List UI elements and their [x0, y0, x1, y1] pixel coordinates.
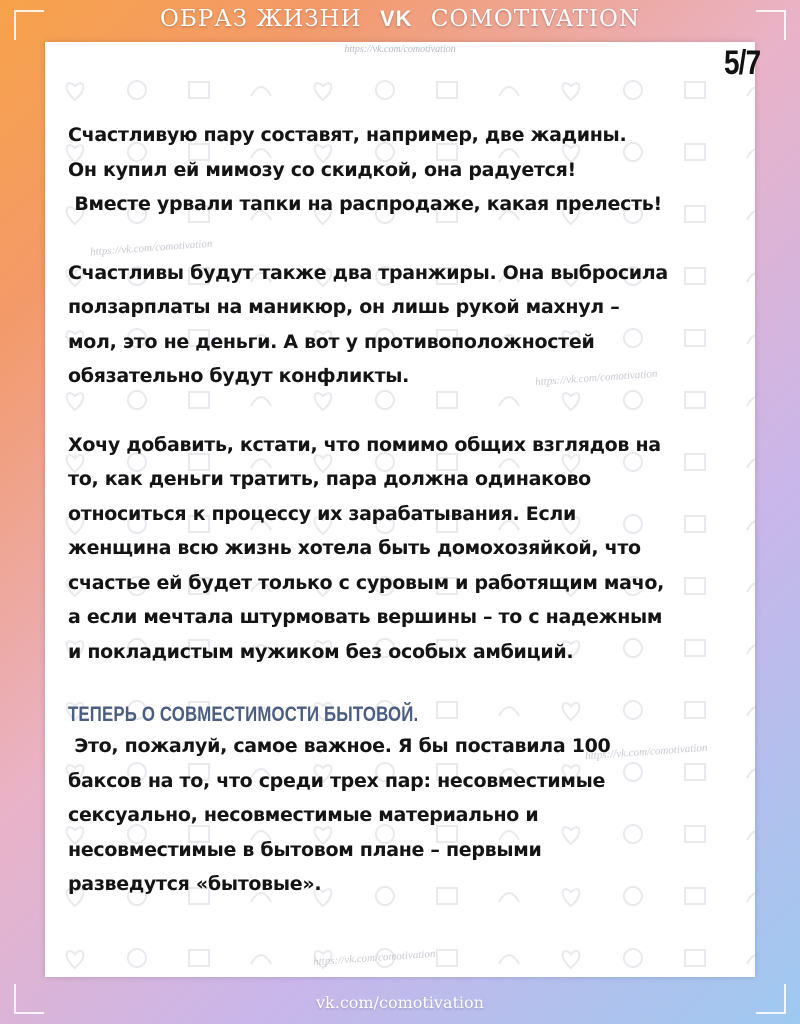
- doodle-shape: [747, 273, 755, 282]
- doodle-shape: [747, 707, 755, 716]
- doodle-shape: [437, 82, 457, 98]
- text-line: Он купил ей мимозу со скидкой, она радуется!: [68, 158, 576, 181]
- doodle-shape: [189, 950, 209, 966]
- text-line: то, как деньги тратить, пара должна одинаково: [68, 468, 591, 490]
- doodle-shape: [747, 335, 755, 344]
- text-line: разведутся «бытовые».: [68, 873, 322, 895]
- doodle-shape: [747, 211, 755, 220]
- page-number: 5/7: [723, 44, 760, 82]
- doodle-shape: [747, 459, 755, 468]
- doodle-shape: [376, 81, 394, 99]
- text-line: Счастливую пару составят, например, две жадины.: [68, 124, 627, 146]
- text-line: Хочу добавить, кстати, что помимо общих взглядов на: [68, 433, 661, 456]
- doodle-shape: [624, 81, 642, 99]
- doodle-shape: [747, 583, 755, 592]
- watermark: https://vk.com/comotivation: [89, 237, 213, 259]
- text-line: Счастливы будут также два транжиры. Она выбросила: [68, 261, 668, 284]
- brand-header: [0, 6, 800, 32]
- doodle-shape: [747, 149, 755, 158]
- text-line: относиться к процессу их зарабатывания. Если: [68, 502, 577, 525]
- text-line: сексуально, несовместимые материально и: [68, 804, 539, 826]
- text-line: Вместе урвали тапки на распродаже, какая прелесть!: [68, 193, 662, 215]
- footer-url: vk.com/comotivation: [316, 993, 484, 1012]
- brand-left: ОБРАЗ ЖИЗНИ: [160, 6, 362, 32]
- section-heading: ТЕПЕРЬ О СОВМЕСТИМОСТИ БЫТОВОЙ.: [68, 703, 419, 726]
- text-line: счастье ей будет только с суровым и работящим мачо,: [68, 571, 665, 594]
- text-line: мол, это не деньги. А вот у противоположностей: [68, 330, 595, 353]
- text-line: женщина всю жизнь хотела быть домохозяйкой, что: [68, 537, 641, 559]
- vk-logo-icon: VK: [379, 6, 413, 31]
- text-line: баксов на то, что среди трех пар: несовместимые: [68, 769, 606, 792]
- text-line: а если мечтала штурмовать вершины – то с надежным: [68, 606, 663, 628]
- doodle-shape: [685, 82, 705, 98]
- doodle-shape: [624, 949, 642, 967]
- text-line: несовместимые в бытовом плане – первыми: [68, 838, 542, 861]
- doodle-shape: [747, 831, 755, 840]
- doodle-shape: [747, 893, 755, 902]
- doodle-shape: [747, 397, 755, 406]
- text-line: ползарплаты на маникюр, он лишь рукой махнул –: [68, 296, 620, 318]
- text-line: обязательно будут конфликты.: [68, 365, 410, 387]
- doodle-shape: [189, 82, 209, 98]
- doodle-shape: [315, 83, 332, 100]
- paragraph-1: [68, 118, 738, 222]
- doodle-shape: [251, 955, 271, 964]
- doodle-shape: [251, 87, 271, 96]
- article-body: [68, 118, 738, 902]
- doodle-shape: [67, 83, 84, 100]
- doodle-shape: [685, 950, 705, 966]
- doodle-shape: [747, 645, 755, 654]
- doodle-shape: [499, 955, 519, 964]
- paragraph-3: [68, 428, 738, 670]
- doodle-shape: [747, 955, 755, 964]
- doodle-shape: [747, 521, 755, 530]
- watermark: https://vk.com/comotivation: [584, 741, 708, 763]
- paragraph-2: [68, 256, 738, 394]
- doodle-shape: [563, 951, 580, 968]
- doodle-shape: [128, 81, 146, 99]
- doodle-shape: [499, 87, 519, 96]
- text-line: и покладистым мужиком без особых амбиций.: [68, 640, 574, 663]
- doodle-shape: [437, 950, 457, 966]
- doodle-shape: [747, 87, 755, 96]
- doodle-shape: [67, 951, 84, 968]
- text-line: Это, пожалуй, самое важное. Я бы поставила 100: [68, 735, 611, 757]
- doodle-shape: [128, 949, 146, 967]
- watermark: https://vk.com/comotivation: [534, 367, 658, 389]
- watermark: https://vk.com/comotivation: [312, 947, 436, 969]
- brand-url: https://vk.com/comotivation: [344, 44, 456, 55]
- brand-right: COMOTIVATION: [430, 6, 640, 32]
- doodle-shape: [747, 769, 755, 778]
- doodle-shape: [563, 83, 580, 100]
- paragraph-final: [68, 729, 738, 902]
